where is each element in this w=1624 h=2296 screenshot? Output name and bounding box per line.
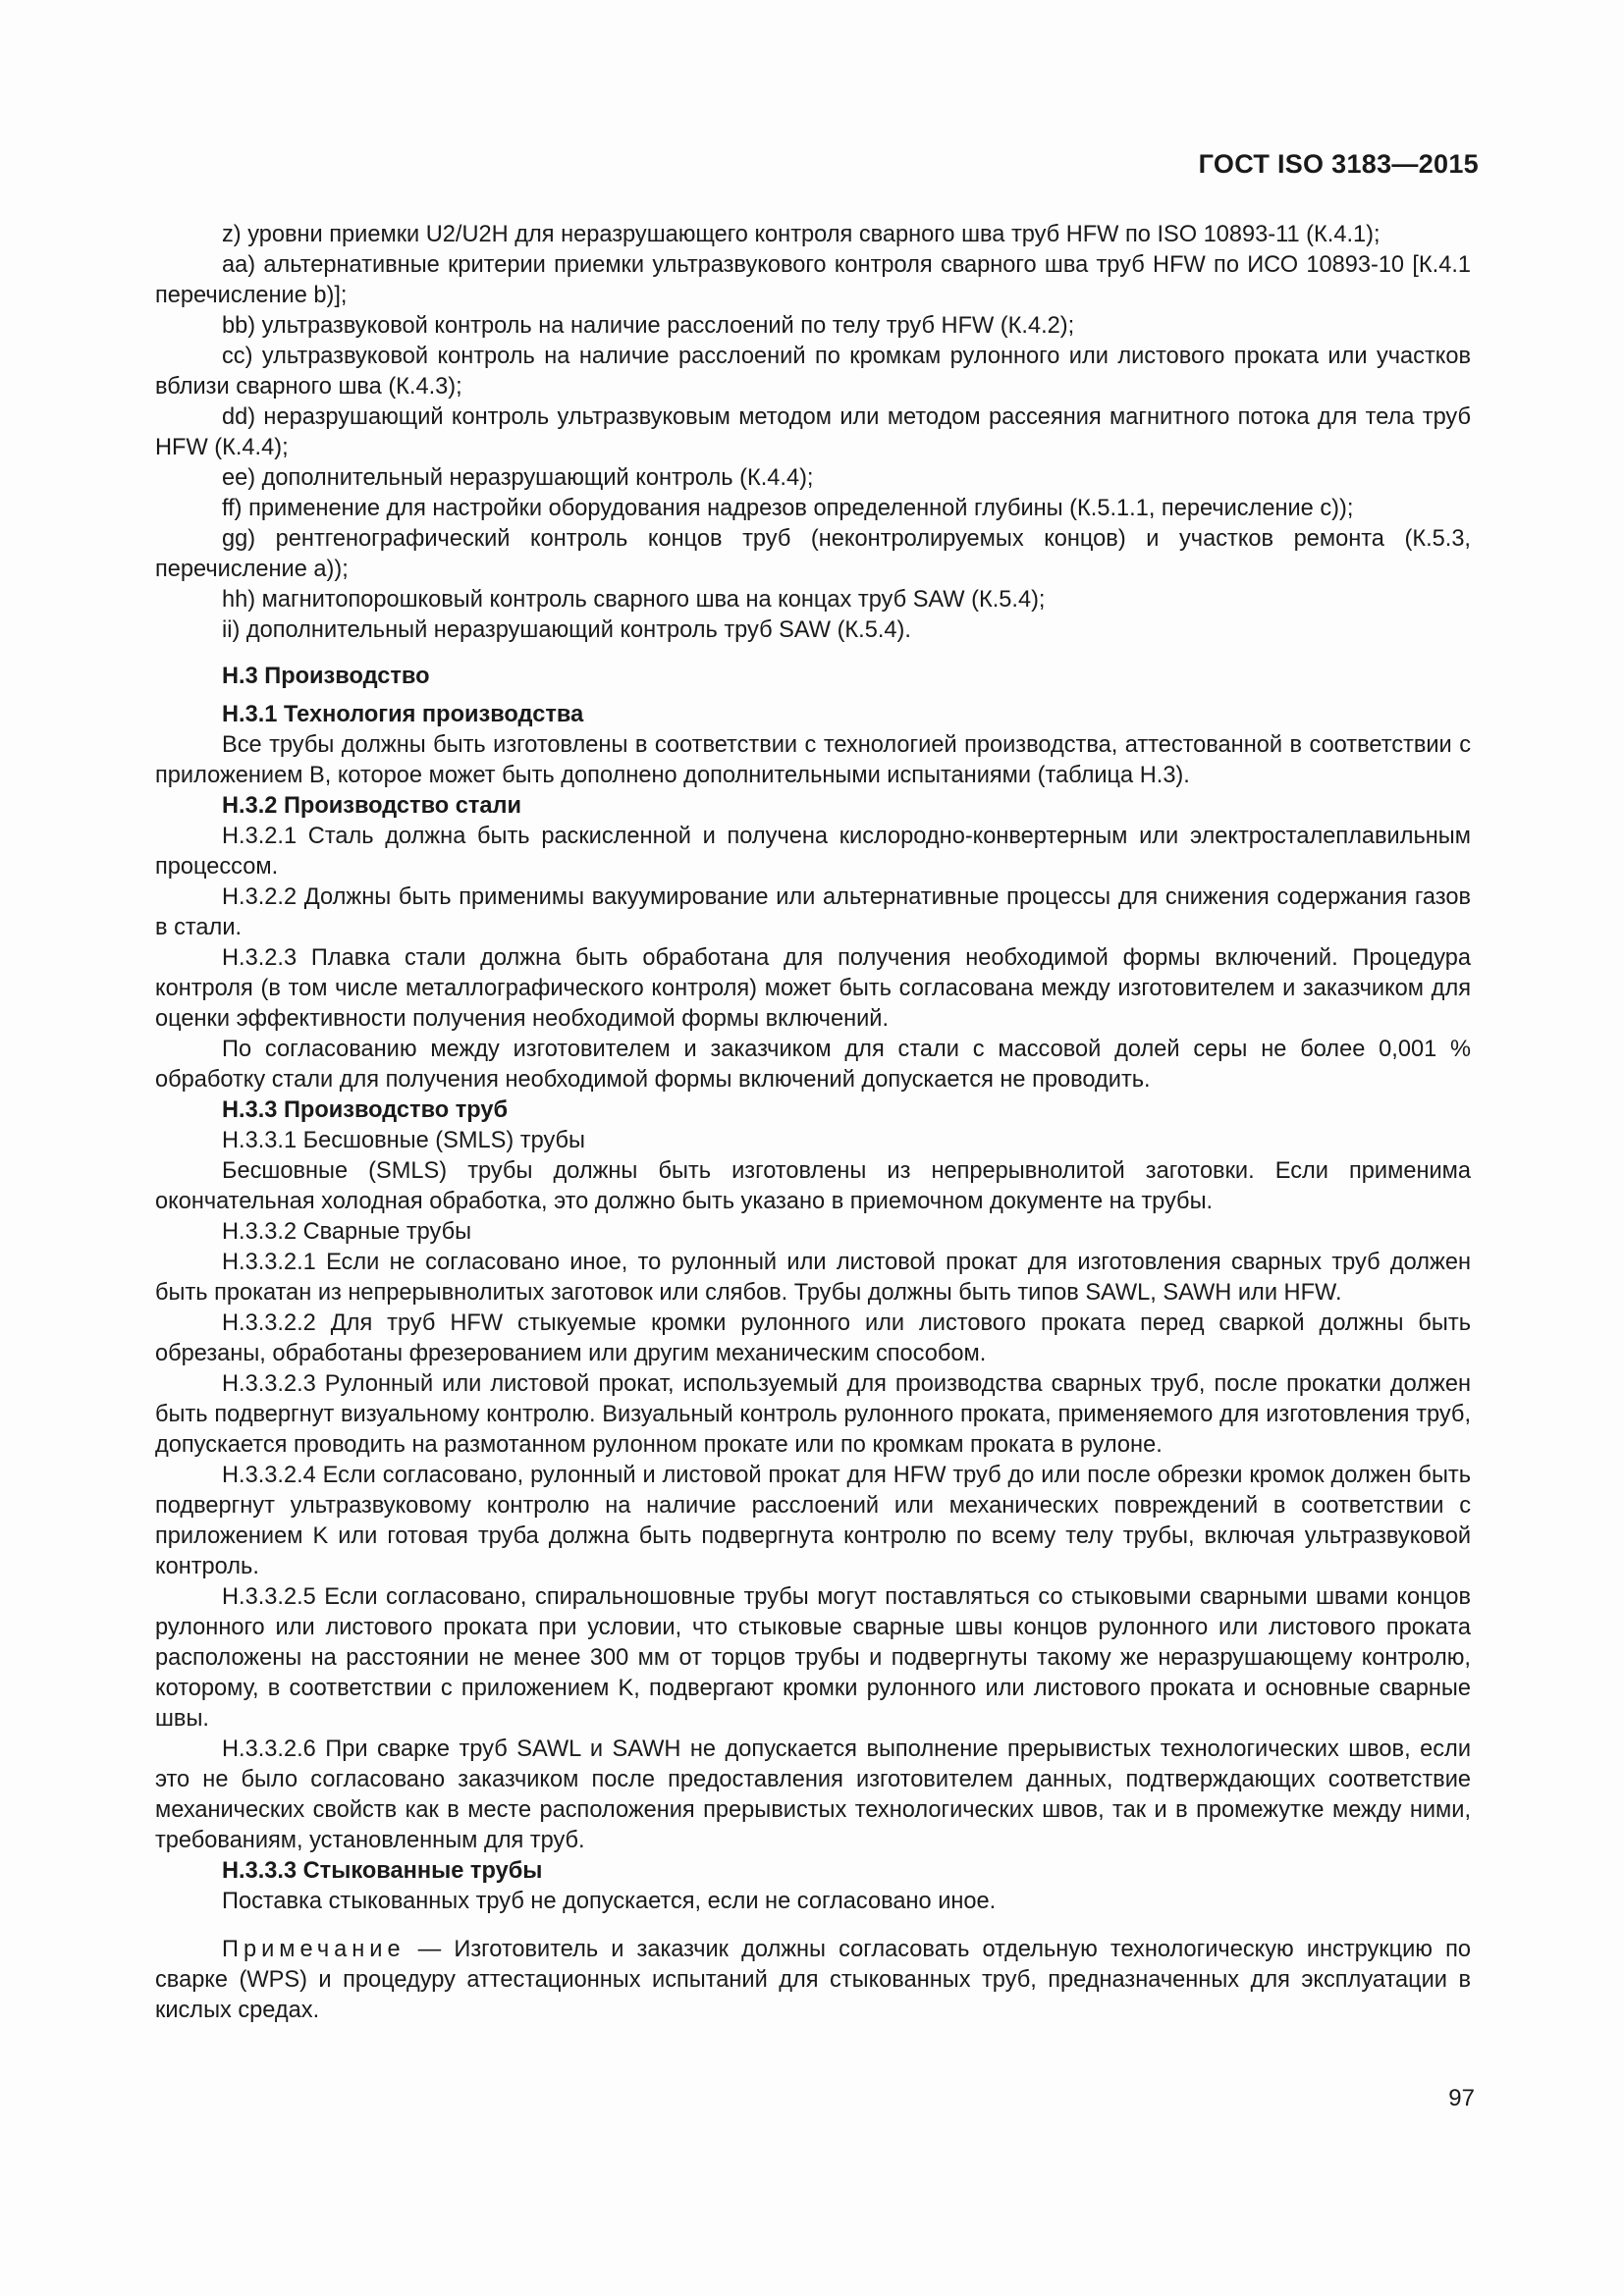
sub-heading-smls: Н.3.3.1 Бесшовные (SMLS) трубы [222, 1128, 585, 1153]
note-label: Примечание [222, 1937, 406, 1962]
subsection-heading-h31: Н.3.1 Технология производства [222, 702, 584, 727]
sub-heading-welded: Н.3.3.2 Сварные трубы [222, 1219, 472, 1245]
subsection-heading-h333: Н.3.3.3 Стыкованные трубы [222, 1858, 543, 1884]
paragraph: Н.3.3.2.5 Если согласовано, спиральношовные трубы могут поставляться со стыковыми сварными швами концов рулонного или листового проката при условии, что стыковые сварные швы концов рулонного или листового проката расположены на расстоянии не менее 300 мм от торцов трубы и подвергнуты такому же неразрушающему контролю, которому, в соответствии с приложением K, подвергают кромки рулонного или листового проката и основные сварные швы. [155, 1584, 1471, 1732]
subsection-heading-h33: Н.3.3 Производство труб [222, 1097, 509, 1123]
paragraph: По согласованию между изготовителем и заказчиком для стали с массовой долей серы не более 0,001 % обработку стали для получения необходимой формы включений допускается не проводить. [155, 1037, 1471, 1093]
list-item: aa) альтернативные критерии приемки ультразвукового контроля сварного шва труб HFW по ИСО 10893-10 [К.4.1 перечисление b)]; [155, 252, 1471, 308]
list-item: cc) ультразвуковой контроль на наличие расслоений по кромкам рулонного или листового проката или участков вблизи сварного шва (К.4.3); [155, 344, 1471, 400]
paragraph: Н.3.3.2.2 Для труб HFW стыкуемые кромки рулонного или листового проката перед сваркой должны быть обрезаны, обработаны фрезерованием или другим механическим способом. [155, 1310, 1471, 1366]
paragraph: Бесшовные (SMLS) трубы должны быть изготовлены из непрерывнолитой заготовки. Если применима окончательная холодная обработка, это должно быть указано в приемочном документе на трубы. [155, 1158, 1471, 1214]
paragraph: Поставка стыкованных труб не допускается, если не согласовано иное. [222, 1889, 997, 1914]
paragraph: Н.3.2.2 Должны быть применимы вакуумирование или альтернативные процессы для снижения содержания газов в стали. [155, 884, 1471, 940]
section-heading-h3: Н.3 Производство [222, 664, 430, 689]
paragraph: Все трубы должны быть изготовлены в соответствии с технологией производства, аттестованной в соответствии с приложением В, которое может быть дополнено дополнительными испытаниями (таблица Н.3). [155, 732, 1471, 788]
list-item: bb) ультразвуковой контроль на наличие расслоений по телу труб HFW (К.4.2); [222, 313, 1075, 339]
page-number: 97 [1448, 2085, 1475, 2111]
list-item: ee) дополнительный неразрушающий контроль (К.4.4); [222, 465, 814, 491]
document-header: ГОСТ ISO 3183—2015 [1198, 149, 1479, 179]
paragraph: Н.3.3.2.4 Если согласовано, рулонный и листовой прокат для HFW труб до или после обрезки кромок должен быть подвергнут ультразвуковому контролю на наличие расслоений или механических повреждений в соответствии с приложением K или готовая труба должна быть подвергнута контролю по всему телу трубы, включая ультразвуковой контроль. [155, 1463, 1471, 1579]
document-body [155, 220, 1471, 2026]
list-item: gg) рентгенографический контроль концов труб (неконтролируемых концов) и участков ремонта (К.5.3, перечисление а)); [155, 526, 1471, 582]
paragraph: Н.3.3.2.1 Если не согласовано иное, то рулонный или листовой прокат для изготовления сварных труб должен быть прокатан из непрерывнолитых заготовок или слябов. Трубы должны быть типов SAWL, SAWH или HFW. [155, 1250, 1471, 1306]
paragraph: Н.3.3.2.6 При сварке труб SAWL и SAWH не допускается выполнение прерывистых технологических швов, если это не было согласовано заказчиком после предоставления изготовителем данных, подтверждающих соответствие механических свойств как в месте расположения прерывистых технологических швов, так и в промежутке между ними, требованиям, установленным для труб. [155, 1736, 1471, 1853]
paragraph: Н.3.2.3 Плавка стали должна быть обработана для получения необходимой формы включений. Процедура контроля (в том числе металлографического контроля) может быть согласована между изготовителем и заказчиком для оценки эффективности получения необходимой формы включений. [155, 945, 1471, 1032]
list-item: dd) неразрушающий контроль ультразвуковым методом или методом рассеяния магнитного потока для тела труб HFW (К.4.4); [155, 404, 1471, 460]
subsection-heading-h32: Н.3.2 Производство стали [222, 793, 522, 819]
list-item: ff) применение для настройки оборудования надрезов определенной глубины (К.5.1.1, перечисление с)); [222, 496, 1354, 521]
list-item: z) уровни приемки U2/U2H для неразрушающего контроля сварного шва труб HFW по ISO 10893-11 (К.4.1); [222, 222, 1380, 247]
paragraph: Н.3.3.2.3 Рулонный или листовой прокат, используемый для производства сварных труб, после прокатки должен быть подвергнут визуальному контролю. Визуальный контроль рулонного проката, применяемого для изготовления труб, допускается проводить на размотанном рулонном прокате или по кромкам проката в рулоне. [155, 1371, 1471, 1458]
list-item: hh) магнитопорошковый контроль сварного шва на концах труб SAW (К.5.4); [222, 587, 1046, 613]
note-text: — Изготовитель и заказчик должны согласовать отдельную технологическую инструкцию по сварке (WPS) и процедуру аттестационных испытаний для стыкованных труб, предназначенных для эксплуатации в кислых средах. [155, 1937, 1471, 2023]
list-item: ii) дополнительный неразрушающий контроль труб SAW (К.5.4). [222, 617, 911, 643]
note-paragraph [155, 1935, 1471, 2026]
paragraph: Н.3.2.1 Сталь должна быть раскисленной и получена кислородно-конвертерным или электросталеплавильным процессом. [155, 824, 1471, 880]
